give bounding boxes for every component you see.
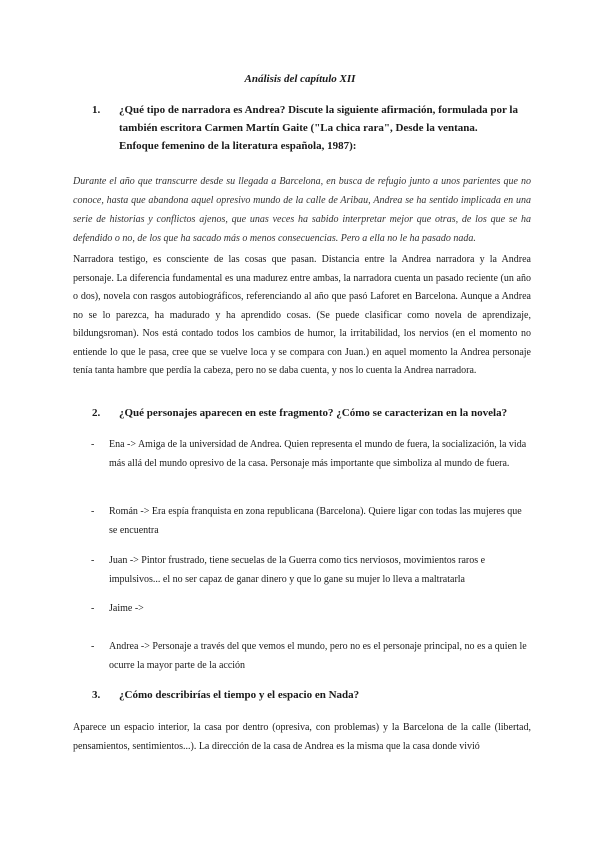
question-text: ¿Cómo describirías el tiempo y el espacio en Nada? bbox=[119, 689, 360, 701]
bullet-dash: - bbox=[91, 603, 95, 614]
question-2 bbox=[92, 404, 519, 422]
character-text: Juan -> Pintor frustrado, tiene secuelas de la Guerra como tics nerviosos, movimientos raros e impulsivos... el no ser capaz de ganar dinero y que lo gane su mujer lo lleva a maltratarla bbox=[109, 555, 486, 585]
answer-3-paragraph: Aparece un espacio interior, la casa por dentro (opresiva, con problemas) y la Barcelona de la calle (libertad, pensamientos, sentimientos...). La dirección de la casa de Andrea es la misma que la casa donde vivió bbox=[73, 722, 531, 752]
question-3 bbox=[92, 686, 519, 704]
question-number: 2. bbox=[92, 407, 101, 419]
character-roman bbox=[91, 503, 531, 540]
bullet-dash: - bbox=[91, 641, 95, 652]
bullet-dash: - bbox=[91, 555, 95, 566]
character-jaime bbox=[91, 600, 531, 619]
question-1 bbox=[92, 101, 519, 155]
quoted-passage: Durante el año que transcurre desde su llegada a Barcelona, en busca de refugio junto a unos parientes que no conoce, hasta que abandona aquel opresivo mundo de la calle de Aribau, Andrea se ha sentido implicada en una serie de historias y conflictos ajenos, que unas veces ha sabido interpretar mejor que otras, de los que se ha defendido o no, de los que ha sacado más o menos consecuencias. Pero a ella no le ha pasado nada. bbox=[73, 176, 531, 244]
question-number: 1. bbox=[92, 104, 101, 116]
character-text: Ena -> Amiga de la universidad de Andrea. Quien representa el mundo de fuera, la socialización, la vida más allá del mundo opresivo de la casa. Personaje más importante que simboliza al mundo de fuera. bbox=[109, 439, 527, 469]
character-juan bbox=[91, 552, 531, 589]
page-title: Análisis del capítulo XII bbox=[244, 73, 356, 85]
question-text: ¿Qué personajes aparecen en este fragmento? ¿Cómo se caracterizan en la novela? bbox=[119, 407, 508, 419]
answer-1-paragraph: Narradora testigo, es consciente de las cosas que pasan. Distancia entre la Andrea narradora y la Andrea personaje. La diferencia fundamental es una madurez entre ambas, la narradora cuenta un pasado reciente (un año o dos), novela con rasgos autobiográficos, referenciando al año que pasó Laforet en Barcelona. Aunque a Andrea no se lo parezca, ha madurado y ha aprendido cosas. (Se puede clasificar como novela de aprendizaje, bildungsroman). Nos está contado todos los cambios de humor, la irritabilidad, los nervios (en el momento no entiende lo que le pasa, cree que se vuelve loca y se compara con Juan.) en aquel momento la Andrea personaje tenía tanta hambre que perdía la cabeza, pero no se daba cuenta, y nos lo cuenta la Andrea narradora. bbox=[73, 254, 531, 376]
character-andrea bbox=[91, 638, 531, 675]
character-text: Jaime -> bbox=[109, 603, 144, 614]
question-number: 3. bbox=[92, 689, 101, 701]
bullet-dash: - bbox=[91, 506, 95, 517]
character-text: Román -> Era espía franquista en zona republicana (Barcelona). Quiere ligar con todas las mujeres que se encuentra bbox=[109, 506, 522, 536]
character-text: Andrea -> Personaje a través del que vemos el mundo, pero no es el personaje principal, no es a quien le ocurre la mayor parte de la acción bbox=[109, 641, 527, 671]
question-text: ¿Qué tipo de narradora es Andrea? Discute la siguiente afirmación, formulada por la también escritora Carmen Martín Gaite ("La chica rara", Desde la ventana. Enfoque femenino de la literatura española, 1987): bbox=[119, 104, 518, 152]
character-ena bbox=[91, 436, 531, 473]
bullet-dash: - bbox=[91, 439, 95, 450]
